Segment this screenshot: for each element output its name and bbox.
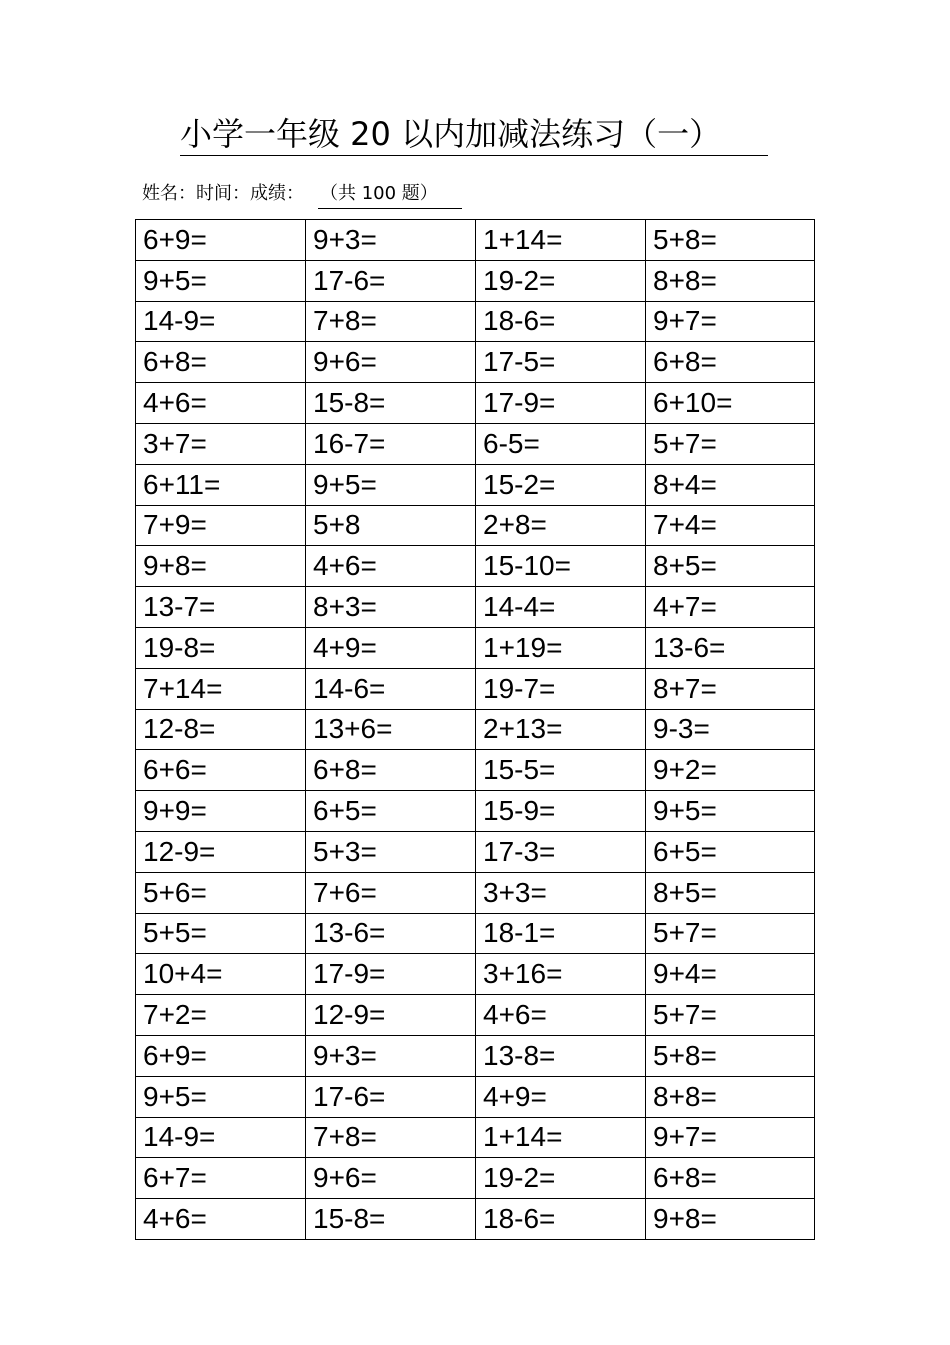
exercise-cell: 1+14=: [476, 1117, 646, 1158]
exercise-cell: 12-8=: [136, 709, 306, 750]
student-info-line: [142, 180, 462, 208]
exercise-cell: 5+6=: [136, 872, 306, 913]
table-row: [136, 791, 815, 832]
exercise-cell: 4+6=: [476, 995, 646, 1036]
exercise-cell: 9+2=: [646, 750, 815, 791]
exercise-cell: 8+8=: [646, 1076, 815, 1117]
exercise-cell: 8+5=: [646, 872, 815, 913]
exercise-cell: 17-3=: [476, 831, 646, 872]
question-count: （共 100 题）: [318, 180, 462, 209]
exercise-cell: 14-9=: [136, 1117, 306, 1158]
exercise-cell: 7+9=: [136, 505, 306, 546]
exercise-cell: 4+6=: [136, 383, 306, 424]
exercise-cell: 18-6=: [476, 1199, 646, 1240]
exercise-cell: 17-9=: [476, 383, 646, 424]
table-row: [136, 709, 815, 750]
exercise-cell: 4+6=: [306, 546, 476, 587]
exercise-cell: 15-8=: [306, 383, 476, 424]
table-row: [136, 383, 815, 424]
exercise-cell: 4+6=: [136, 1199, 306, 1240]
exercise-cell: 5+5=: [136, 913, 306, 954]
exercise-cell: 9+4=: [646, 954, 815, 995]
table-row: [136, 1199, 815, 1240]
exercise-cell: 19-2=: [476, 260, 646, 301]
table-row: [136, 1117, 815, 1158]
exercise-cell: 9+9=: [136, 791, 306, 832]
exercise-cell: 9+8=: [136, 546, 306, 587]
exercise-cell: 6+8=: [646, 342, 815, 383]
exercise-cell: 15-8=: [306, 1199, 476, 1240]
exercise-cell: 14-6=: [306, 668, 476, 709]
exercise-cell: 7+6=: [306, 872, 476, 913]
exercise-cell: 10+4=: [136, 954, 306, 995]
title-underline: [180, 155, 768, 156]
exercise-cell: 7+8=: [306, 301, 476, 342]
exercise-cell: 8+4=: [646, 464, 815, 505]
exercise-cell: 15-10=: [476, 546, 646, 587]
exercise-cell: 9+6=: [306, 1158, 476, 1199]
exercise-cell: 8+7=: [646, 668, 815, 709]
exercise-cell: 13-6=: [306, 913, 476, 954]
exercise-cell: 2+8=: [476, 505, 646, 546]
exercise-cell: 9+5=: [136, 1076, 306, 1117]
exercise-cell: 9-3=: [646, 709, 815, 750]
exercise-cell: 12-9=: [306, 995, 476, 1036]
table-row: [136, 1158, 815, 1199]
exercise-cell: 5+7=: [646, 913, 815, 954]
exercise-cell: 4+9=: [476, 1076, 646, 1117]
exercise-cell: 6+7=: [136, 1158, 306, 1199]
exercise-cell: 6+5=: [306, 791, 476, 832]
exercise-cell: 17-9=: [306, 954, 476, 995]
exercise-cell: 19-7=: [476, 668, 646, 709]
exercise-cell: 9+5=: [306, 464, 476, 505]
table-row: [136, 505, 815, 546]
table-row: [136, 220, 815, 261]
exercise-cell: 6+9=: [136, 220, 306, 261]
page-title: 小学一年级 20 以内加减法练习（一）: [180, 115, 722, 153]
table-row: [136, 342, 815, 383]
table-row: [136, 872, 815, 913]
exercise-cell: 5+7=: [646, 995, 815, 1036]
exercise-cell: 12-9=: [136, 831, 306, 872]
table-row: [136, 587, 815, 628]
exercise-cell: 2+13=: [476, 709, 646, 750]
exercise-cell: 3+7=: [136, 423, 306, 464]
exercise-cell: 5+7=: [646, 423, 815, 464]
exercise-cell: 19-2=: [476, 1158, 646, 1199]
table-row: [136, 668, 815, 709]
exercise-cell: 19-8=: [136, 627, 306, 668]
exercise-cell: 13-8=: [476, 1035, 646, 1076]
table-row: [136, 546, 815, 587]
exercise-table-body: [136, 220, 815, 1240]
table-row: [136, 750, 815, 791]
exercise-cell: 3+16=: [476, 954, 646, 995]
exercise-cell: 5+8=: [646, 220, 815, 261]
table-row: [136, 1035, 815, 1076]
exercise-cell: 6-5=: [476, 423, 646, 464]
exercise-cell: 6+11=: [136, 464, 306, 505]
student-info-fields: 姓名：时间：成绩：: [142, 183, 304, 204]
exercise-cell: 9+5=: [646, 791, 815, 832]
exercise-cell: 9+6=: [306, 342, 476, 383]
table-row: [136, 627, 815, 668]
exercise-cell: 6+5=: [646, 831, 815, 872]
exercise-cell: 9+3=: [306, 1035, 476, 1076]
exercise-cell: 9+8=: [646, 1199, 815, 1240]
exercise-cell: 6+8=: [646, 1158, 815, 1199]
exercise-cell: 17-6=: [306, 260, 476, 301]
exercise-cell: 3+3=: [476, 872, 646, 913]
exercise-cell: 6+8=: [136, 342, 306, 383]
exercise-cell: 7+14=: [136, 668, 306, 709]
exercise-cell: 7+4=: [646, 505, 815, 546]
exercise-cell: 9+7=: [646, 301, 815, 342]
exercise-table: [135, 219, 815, 1240]
exercise-cell: 1+19=: [476, 627, 646, 668]
exercise-cell: 14-9=: [136, 301, 306, 342]
exercise-cell: 18-1=: [476, 913, 646, 954]
exercise-cell: 13-7=: [136, 587, 306, 628]
exercise-cell: 18-6=: [476, 301, 646, 342]
exercise-cell: 8+5=: [646, 546, 815, 587]
table-row: [136, 301, 815, 342]
exercise-cell: 14-4=: [476, 587, 646, 628]
exercise-cell: 6+10=: [646, 383, 815, 424]
exercise-cell: 7+8=: [306, 1117, 476, 1158]
exercise-cell: 15-9=: [476, 791, 646, 832]
table-row: [136, 423, 815, 464]
exercise-cell: 6+8=: [306, 750, 476, 791]
exercise-cell: 13-6=: [646, 627, 815, 668]
exercise-cell: 8+8=: [646, 260, 815, 301]
exercise-cell: 5+8: [306, 505, 476, 546]
table-row: [136, 913, 815, 954]
table-row: [136, 831, 815, 872]
exercise-cell: 6+6=: [136, 750, 306, 791]
exercise-cell: 9+3=: [306, 220, 476, 261]
exercise-cell: 1+14=: [476, 220, 646, 261]
exercise-cell: 15-5=: [476, 750, 646, 791]
exercise-cell: 7+2=: [136, 995, 306, 1036]
exercise-cell: 9+5=: [136, 260, 306, 301]
table-row: [136, 954, 815, 995]
exercise-cell: 17-6=: [306, 1076, 476, 1117]
exercise-cell: 15-2=: [476, 464, 646, 505]
exercise-cell: 4+7=: [646, 587, 815, 628]
exercise-cell: 9+7=: [646, 1117, 815, 1158]
exercise-cell: 4+9=: [306, 627, 476, 668]
exercise-cell: 5+8=: [646, 1035, 815, 1076]
table-row: [136, 464, 815, 505]
exercise-cell: 17-5=: [476, 342, 646, 383]
exercise-cell: 13+6=: [306, 709, 476, 750]
exercise-cell: 5+3=: [306, 831, 476, 872]
exercise-cell: 8+3=: [306, 587, 476, 628]
table-row: [136, 1076, 815, 1117]
exercise-cell: 16-7=: [306, 423, 476, 464]
exercise-cell: 6+9=: [136, 1035, 306, 1076]
table-row: [136, 995, 815, 1036]
table-row: [136, 260, 815, 301]
